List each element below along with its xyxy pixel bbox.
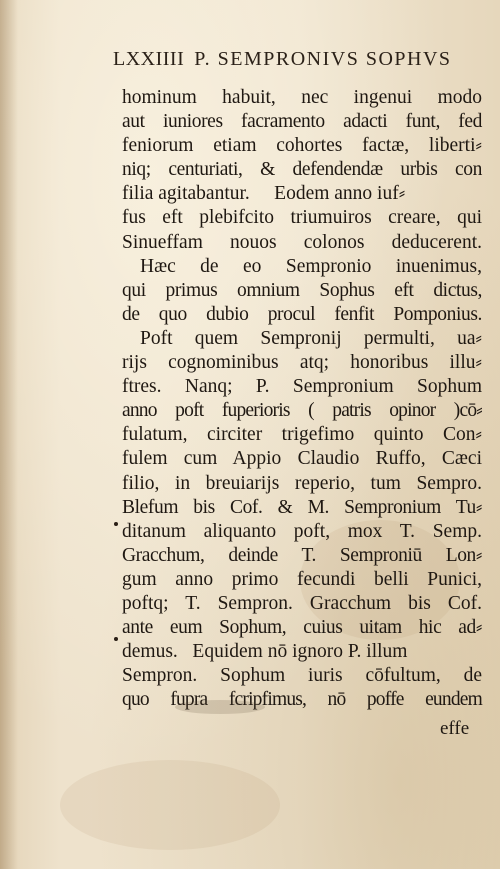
- text-line: ftres. Nanq; P. Sempronium Sophum: [122, 376, 482, 398]
- text-line: Hæc de eo Sempronio inuenimus,: [140, 255, 482, 277]
- text-line: gum anno primo fecundi belli Punici,: [122, 568, 482, 590]
- text-line: anno poft fuperioris ( patris opinor )cō⸗: [122, 400, 482, 422]
- text-line: Blefum bis Cof. & M. Sempronium Tu⸗: [122, 496, 482, 518]
- text-line: de quo dubio procul fenfit Pomponius.: [122, 303, 482, 325]
- text-line: quo fupra fcripfimus, nō poffe eundem: [122, 689, 482, 711]
- text-line: filio, in breuiarijs reperio, tum Sempro.: [122, 472, 482, 494]
- paper-stain: [60, 760, 280, 850]
- running-header: [113, 48, 483, 71]
- running-title: P. SEMPRONIVS SOPHVS: [194, 48, 452, 70]
- text-line: fulatum, circiter trigefimo quinto Con⸗: [122, 424, 482, 446]
- text-line: qui primus omnium Sophus eft dictus,: [122, 279, 482, 301]
- text-line: feniorum etiam cohortes factæ, liberti⸗: [122, 135, 482, 157]
- text-line: aut iuniores facramento adacti funt, fed: [122, 111, 482, 133]
- text-line: ditanum aliquanto poft, mox T. Semp.: [122, 520, 482, 542]
- body-text: [122, 86, 482, 712]
- text-line: filia agitabantur. Eodem anno iuf⸗: [122, 183, 406, 205]
- catchword: effe: [440, 718, 470, 739]
- ink-blot: [175, 700, 265, 714]
- text-line: Sinueffam nouos colonos deducerent.: [122, 231, 482, 253]
- text-line: fus eft plebifcito triumuiros creare, qui: [122, 207, 482, 229]
- margin-mark: [114, 637, 118, 641]
- text-line: hominum habuit, nec ingenui modo: [122, 87, 482, 108]
- text-line: demus. Equidem nō ignoro P. illum: [122, 641, 408, 663]
- text-line: Sempron. Sophum iuris cōfultum, de: [122, 665, 482, 687]
- text-line: fulem cum Appio Claudio Ruffo, Cæci: [122, 448, 482, 470]
- margin-mark: [114, 522, 118, 526]
- text-line: poftq; T. Sempron. Gracchum bis Cof.: [122, 592, 482, 614]
- text-line: ante eum Sophum, cuius uitam hic ad⸗: [122, 617, 482, 639]
- text-line: niq; centuriati, & defendendæ urbis con: [122, 159, 482, 181]
- text-line: rijs cognominibus atq; honoribus illu⸗: [122, 352, 482, 374]
- page-gutter-shadow: [0, 0, 18, 869]
- text-line: Gracchum, deinde T. Semproniū Lon⸗: [122, 544, 482, 566]
- text-line: Poft quem Sempronij permulti, ua⸗: [140, 327, 482, 349]
- folio-number: LXXIIII: [113, 48, 185, 70]
